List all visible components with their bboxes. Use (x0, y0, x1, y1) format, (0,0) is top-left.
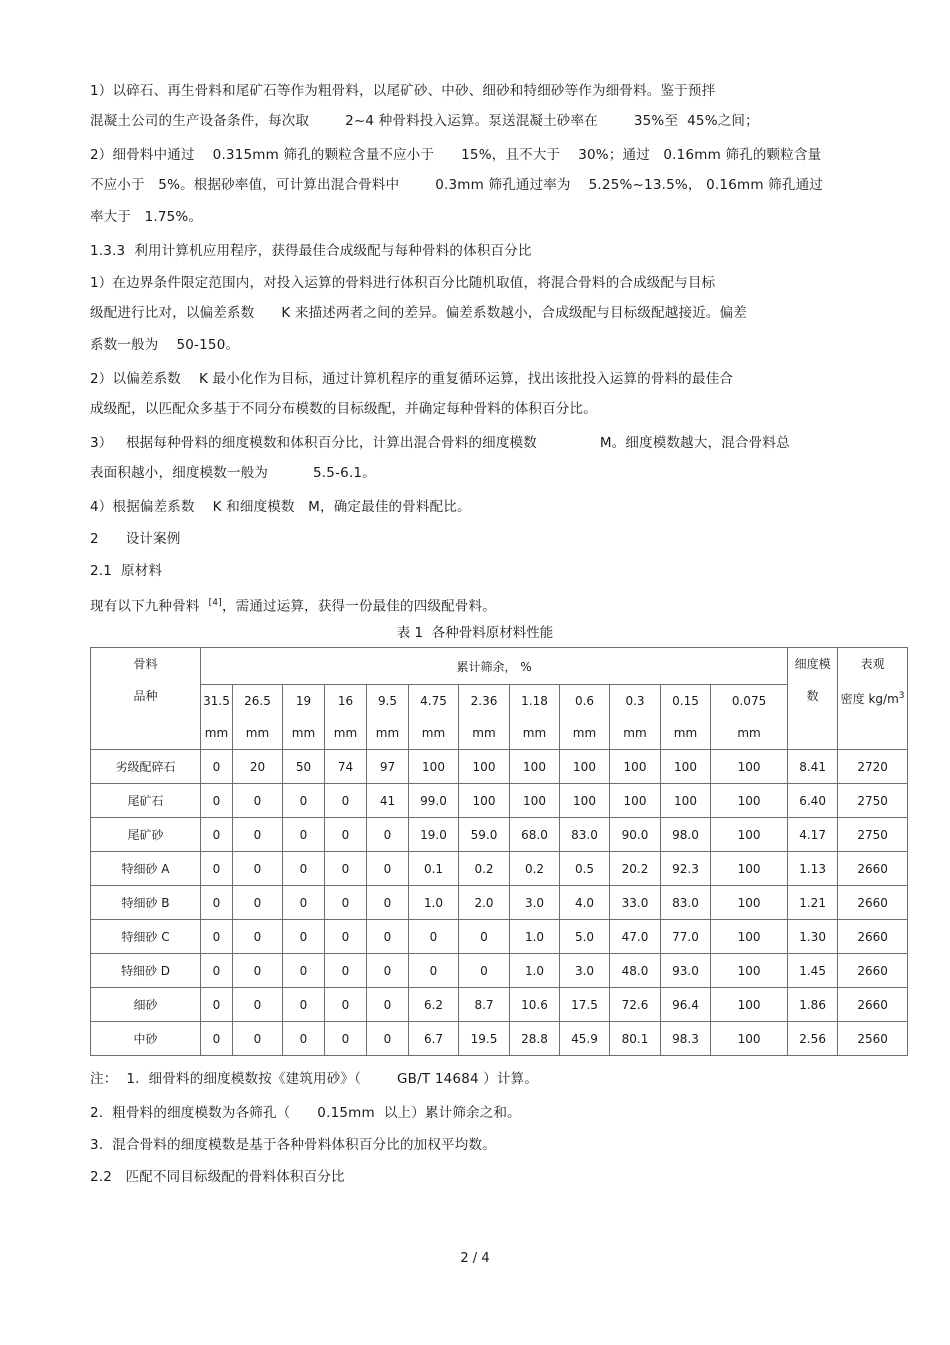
header-density-text: 密度 kg/m (840, 692, 899, 706)
fineness-modulus-cell: 2.56 (788, 1022, 838, 1056)
density-cell: 2660 (838, 954, 908, 988)
residue-cell: 0 (201, 750, 233, 784)
residue-cell: 98.3 (661, 1022, 711, 1056)
fineness-modulus-cell: 1.21 (788, 886, 838, 920)
residue-cell: 0 (233, 1022, 283, 1056)
residue-cell: 0 (283, 886, 325, 920)
residue-cell: 19.0 (409, 818, 459, 852)
residue-cell: 90.0 (610, 818, 661, 852)
sieve-size-header (201, 685, 233, 750)
fineness-modulus-cell: 1.86 (788, 988, 838, 1022)
paragraph-line: 4）根据偏差系数 K 和细度模数 M，确定最佳的骨料配比。 (90, 499, 471, 515)
sieve-size-value: 19 (295, 694, 312, 708)
residue-cell: 0 (283, 784, 325, 818)
sieve-size-value: 0.3 (625, 694, 645, 708)
density-cell: 2750 (838, 818, 908, 852)
residue-cell: 83.0 (560, 818, 610, 852)
note-line: 注： 1. 细骨料的细度模数按《建筑用砂》（ GB/T 14684 ）计算。 (90, 1071, 539, 1087)
reference-mark: [4] (208, 598, 222, 608)
density-cell: 2660 (838, 886, 908, 920)
residue-cell: 93.0 (661, 954, 711, 988)
residue-cell: 0 (233, 954, 283, 988)
residue-cell: 0 (233, 852, 283, 886)
sieve-size-value: 31.5 (203, 694, 230, 708)
paragraph-line: 表面积越小，细度模数一般为 5.5-6.1。 (90, 465, 376, 481)
residue-cell: 0 (367, 920, 409, 954)
sieve-size-value: 9.5 (377, 694, 398, 708)
residue-cell: 10.6 (510, 988, 560, 1022)
residue-cell: 100 (711, 988, 788, 1022)
page-number: 2 / 4 (460, 1251, 490, 1266)
aggregate-name-cell: 中砂 (91, 1022, 201, 1056)
residue-cell: 28.8 (510, 1022, 560, 1056)
residue-cell: 8.7 (459, 988, 510, 1022)
residue-cell: 99.0 (409, 784, 459, 818)
residue-cell: 59.0 (459, 818, 510, 852)
residue-cell: 0 (409, 954, 459, 988)
section-heading: 2.1 原材料 (90, 563, 163, 579)
header-kind-line1: 骨料 (133, 657, 158, 671)
fineness-modulus-cell: 4.17 (788, 818, 838, 852)
residue-cell: 0 (325, 886, 367, 920)
residue-cell: 100 (409, 750, 459, 784)
residue-cell: 80.1 (610, 1022, 661, 1056)
residue-cell: 0 (283, 920, 325, 954)
residue-cell: 100 (711, 1022, 788, 1056)
residue-cell: 45.9 (560, 1022, 610, 1056)
residue-cell: 0 (201, 988, 233, 1022)
section-heading: 2 设计案例 (90, 531, 181, 547)
residue-cell: 100 (711, 750, 788, 784)
header-fm-line2: 数 (806, 689, 819, 703)
residue-cell: 17.5 (560, 988, 610, 1022)
residue-cell: 3.0 (560, 954, 610, 988)
residue-cell: 100 (560, 784, 610, 818)
residue-cell: 1.0 (510, 954, 560, 988)
sieve-size-value: 0.6 (574, 694, 595, 708)
density-cell: 2660 (838, 988, 908, 1022)
header-density (838, 648, 908, 750)
paragraph-line: 率大于 1.75%。 (90, 209, 203, 225)
residue-cell: 72.6 (610, 988, 661, 1022)
residue-cell: 41 (367, 784, 409, 818)
density-cell: 2560 (838, 1022, 908, 1056)
residue-cell: 47.0 (610, 920, 661, 954)
aggregate-properties-table (90, 647, 908, 1056)
residue-cell: 33.0 (610, 886, 661, 920)
sieve-size-unit: mm (291, 726, 316, 740)
residue-cell: 0 (201, 852, 233, 886)
paragraph-line: 3） 根据每种骨料的细度模数和体积百分比，计算出混合骨料的细度模数 M。细度模数越大，混合骨料总 (90, 435, 790, 451)
residue-cell: 98.0 (661, 818, 711, 852)
residue-cell: 0 (201, 954, 233, 988)
density-cell: 2720 (838, 750, 908, 784)
residue-cell: 100 (459, 750, 510, 784)
sieve-size-value: 16 (337, 694, 354, 708)
fineness-modulus-cell: 1.30 (788, 920, 838, 954)
residue-cell: 0 (233, 886, 283, 920)
paragraph-line: 1）在边界条件限定范围内，对投入运算的骨料进行体积百分比随机取值，将混合骨料的合成级配与目标 (90, 275, 716, 291)
sieve-size-unit: mm (522, 726, 547, 740)
aggregate-name-cell: 特细砂 D (91, 954, 201, 988)
residue-cell: 0 (233, 818, 283, 852)
intro-tail: ，需通过运算，获得一份最佳的四级配骨料。 (221, 598, 496, 615)
residue-cell: 0 (367, 954, 409, 988)
aggregate-name-cell: 尾矿石 (91, 784, 201, 818)
header-cumulative: 累计筛余， % (201, 648, 788, 685)
residue-cell: 0 (201, 784, 233, 818)
sieve-size-header (283, 685, 325, 750)
header-fineness-modulus (788, 648, 838, 750)
sieve-size-unit: mm (421, 726, 446, 740)
aggregate-name-cell: 劣级配碎石 (91, 750, 201, 784)
paragraph-line: 成级配，以匹配众多基于不同分布模数的目标级配，并确定每种骨料的体积百分比。 (90, 401, 597, 417)
fineness-modulus-cell: 6.40 (788, 784, 838, 818)
table-row (91, 954, 908, 988)
sieve-size-value: 26.5 (244, 694, 271, 708)
residue-cell: 20 (233, 750, 283, 784)
residue-cell: 100 (560, 750, 610, 784)
residue-cell: 1.0 (510, 920, 560, 954)
paragraph-line: 混凝土公司的生产设备条件，每次取 2~4 种骨料投入运算。泵送混凝土砂率在 35%至 45%之间； (90, 113, 759, 129)
sieve-size-unit: mm (737, 726, 761, 740)
residue-cell: 0 (325, 954, 367, 988)
sieve-size-header (325, 685, 367, 750)
sieve-size-header (510, 685, 560, 750)
header-fm-line1: 细度模 (794, 657, 831, 671)
sieve-size-unit: mm (204, 726, 229, 740)
intro-text: 现有以下九种骨料 (90, 598, 200, 615)
residue-cell: 96.4 (661, 988, 711, 1022)
residue-cell: 0 (325, 818, 367, 852)
residue-cell: 0 (201, 818, 233, 852)
residue-cell: 1.0 (409, 886, 459, 920)
residue-cell: 0.1 (409, 852, 459, 886)
residue-cell: 0 (325, 988, 367, 1022)
header-density-line1: 表观 (860, 657, 885, 671)
residue-cell: 0 (283, 852, 325, 886)
residue-cell: 0 (459, 920, 510, 954)
sieve-size-header (459, 685, 510, 750)
sieve-size-unit: mm (623, 726, 647, 740)
header-density-sup: 3 (898, 691, 905, 701)
paragraph-line: 系数一般为 50-150。 (90, 337, 240, 353)
sieve-size-unit: mm (673, 726, 698, 740)
aggregate-name-cell: 细砂 (91, 988, 201, 1022)
residue-cell: 0 (367, 852, 409, 886)
aggregate-name-cell: 特细砂 C (91, 920, 201, 954)
section-heading: 2.2 匹配不同目标级配的骨料体积百分比 (90, 1169, 345, 1185)
sieve-size-header (560, 685, 610, 750)
paragraph-line: 2）细骨料中通过 0.315mm 筛孔的颗粒含量不应小于 15%，且不大于 30%；通过 0.16mm 筛孔的颗粒含量 (90, 147, 822, 163)
residue-cell: 0.2 (510, 852, 560, 886)
residue-cell: 0 (201, 920, 233, 954)
aggregate-name-cell: 特细砂 B (91, 886, 201, 920)
residue-cell: 48.0 (610, 954, 661, 988)
residue-cell: 0 (325, 852, 367, 886)
residue-cell: 100 (610, 750, 661, 784)
density-cell: 2750 (838, 784, 908, 818)
residue-cell: 0 (325, 920, 367, 954)
note-line: 3. 混合骨料的细度模数是基于各种骨料体积百分比的加权平均数。 (90, 1137, 496, 1153)
table-row (91, 886, 908, 920)
header-density-line2 (838, 680, 907, 715)
sieve-size-header (661, 685, 711, 750)
residue-cell: 0 (325, 784, 367, 818)
residue-cell: 0 (201, 886, 233, 920)
table-row (91, 852, 908, 886)
residue-cell: 2.0 (459, 886, 510, 920)
sieve-size-value: 2.36 (470, 694, 498, 708)
residue-cell: 0 (283, 954, 325, 988)
residue-cell: 0 (409, 920, 459, 954)
residue-cell: 100 (459, 784, 510, 818)
residue-cell: 5.0 (560, 920, 610, 954)
residue-cell: 50 (283, 750, 325, 784)
residue-cell: 100 (711, 920, 788, 954)
density-cell: 2660 (838, 920, 908, 954)
residue-cell: 0 (233, 920, 283, 954)
residue-cell: 100 (711, 954, 788, 988)
paragraph-line: 不应小于 5%。根据砂率值，可计算出混合骨料中 0.3mm 筛孔通过率为 5.25%~13.5%， 0.16mm 筛孔通过 (90, 177, 823, 193)
residue-cell: 19.5 (459, 1022, 510, 1056)
sieve-size-header (711, 685, 788, 750)
residue-cell: 0.5 (560, 852, 610, 886)
residue-cell: 100 (610, 784, 661, 818)
residue-cell: 3.0 (510, 886, 560, 920)
aggregate-name-cell: 特细砂 A (91, 852, 201, 886)
residue-cell: 97 (367, 750, 409, 784)
sieve-size-value: 0.15 (672, 694, 699, 708)
table-row (91, 818, 908, 852)
residue-cell: 0 (367, 1022, 409, 1056)
sieve-size-header (233, 685, 283, 750)
residue-cell: 0 (233, 988, 283, 1022)
sieve-size-value: 4.75 (420, 694, 447, 708)
residue-cell: 0.2 (459, 852, 510, 886)
sieve-size-unit: mm (472, 726, 496, 740)
sieve-size-value: 1.18 (521, 694, 548, 708)
residue-cell: 4.0 (560, 886, 610, 920)
residue-cell: 0 (201, 1022, 233, 1056)
sieve-size-unit: mm (375, 726, 400, 740)
residue-cell: 0 (283, 988, 325, 1022)
table-row (91, 784, 908, 818)
residue-cell: 0 (233, 784, 283, 818)
residue-cell: 100 (711, 852, 788, 886)
residue-cell: 0 (283, 1022, 325, 1056)
note-line: 2. 粗骨料的细度模数为各筛孔（ 0.15mm 以上）累计筛余之和。 (90, 1105, 521, 1121)
section-heading: 1.3.3 利用计算机应用程序，获得最佳合成级配与每种骨料的体积百分比 (90, 243, 532, 259)
paragraph-line: 1）以碎石、再生骨料和尾矿石等作为粗骨料，以尾矿砂、中砂、细砂和特细砂等作为细骨料。鉴于预拌 (90, 83, 716, 99)
residue-cell: 20.2 (610, 852, 661, 886)
header-kind (91, 648, 201, 750)
aggregate-name-cell: 尾矿砂 (91, 818, 201, 852)
residue-cell: 0 (367, 988, 409, 1022)
residue-cell: 100 (711, 784, 788, 818)
header-kind-line2: 品种 (133, 689, 158, 703)
residue-cell: 100 (711, 886, 788, 920)
residue-cell: 92.3 (661, 852, 711, 886)
table-row (91, 920, 908, 954)
residue-cell: 83.0 (661, 886, 711, 920)
sieve-size-unit: mm (333, 726, 358, 740)
residue-cell: 100 (510, 750, 560, 784)
residue-cell: 0 (367, 886, 409, 920)
intro-line (90, 594, 496, 616)
residue-cell: 100 (711, 818, 788, 852)
residue-cell: 0 (367, 818, 409, 852)
fineness-modulus-cell: 1.45 (788, 954, 838, 988)
paragraph-line: 2）以偏差系数 K 最小化作为目标，通过计算机程序的重复循环运算，找出该批投入运算的骨料的最佳合 (90, 371, 734, 387)
sieve-size-unit: mm (572, 726, 597, 740)
table-caption: 表 1 各种骨料原材料性能 (396, 625, 554, 641)
fineness-modulus-cell: 8.41 (788, 750, 838, 784)
sieve-size-header (610, 685, 661, 750)
table-row (91, 750, 908, 784)
table-row (91, 988, 908, 1022)
residue-cell: 100 (510, 784, 560, 818)
residue-cell: 0 (459, 954, 510, 988)
residue-cell: 6.2 (409, 988, 459, 1022)
sieve-size-value: 0.075 (731, 694, 767, 708)
sieve-size-header (409, 685, 459, 750)
density-cell: 2660 (838, 852, 908, 886)
fineness-modulus-cell: 1.13 (788, 852, 838, 886)
residue-cell: 68.0 (510, 818, 560, 852)
sieve-size-unit: mm (245, 726, 270, 740)
sieve-size-header (367, 685, 409, 750)
residue-cell: 100 (661, 784, 711, 818)
residue-cell: 0 (325, 1022, 367, 1056)
paragraph-line: 级配进行比对，以偏差系数 K 来描述两者之间的差异。偏差系数越小，合成级配与目标级配越接近。偏差 (90, 305, 747, 321)
residue-cell: 0 (283, 818, 325, 852)
residue-cell: 74 (325, 750, 367, 784)
residue-cell: 77.0 (661, 920, 711, 954)
residue-cell: 6.7 (409, 1022, 459, 1056)
table-row (91, 1022, 908, 1056)
residue-cell: 100 (661, 750, 711, 784)
